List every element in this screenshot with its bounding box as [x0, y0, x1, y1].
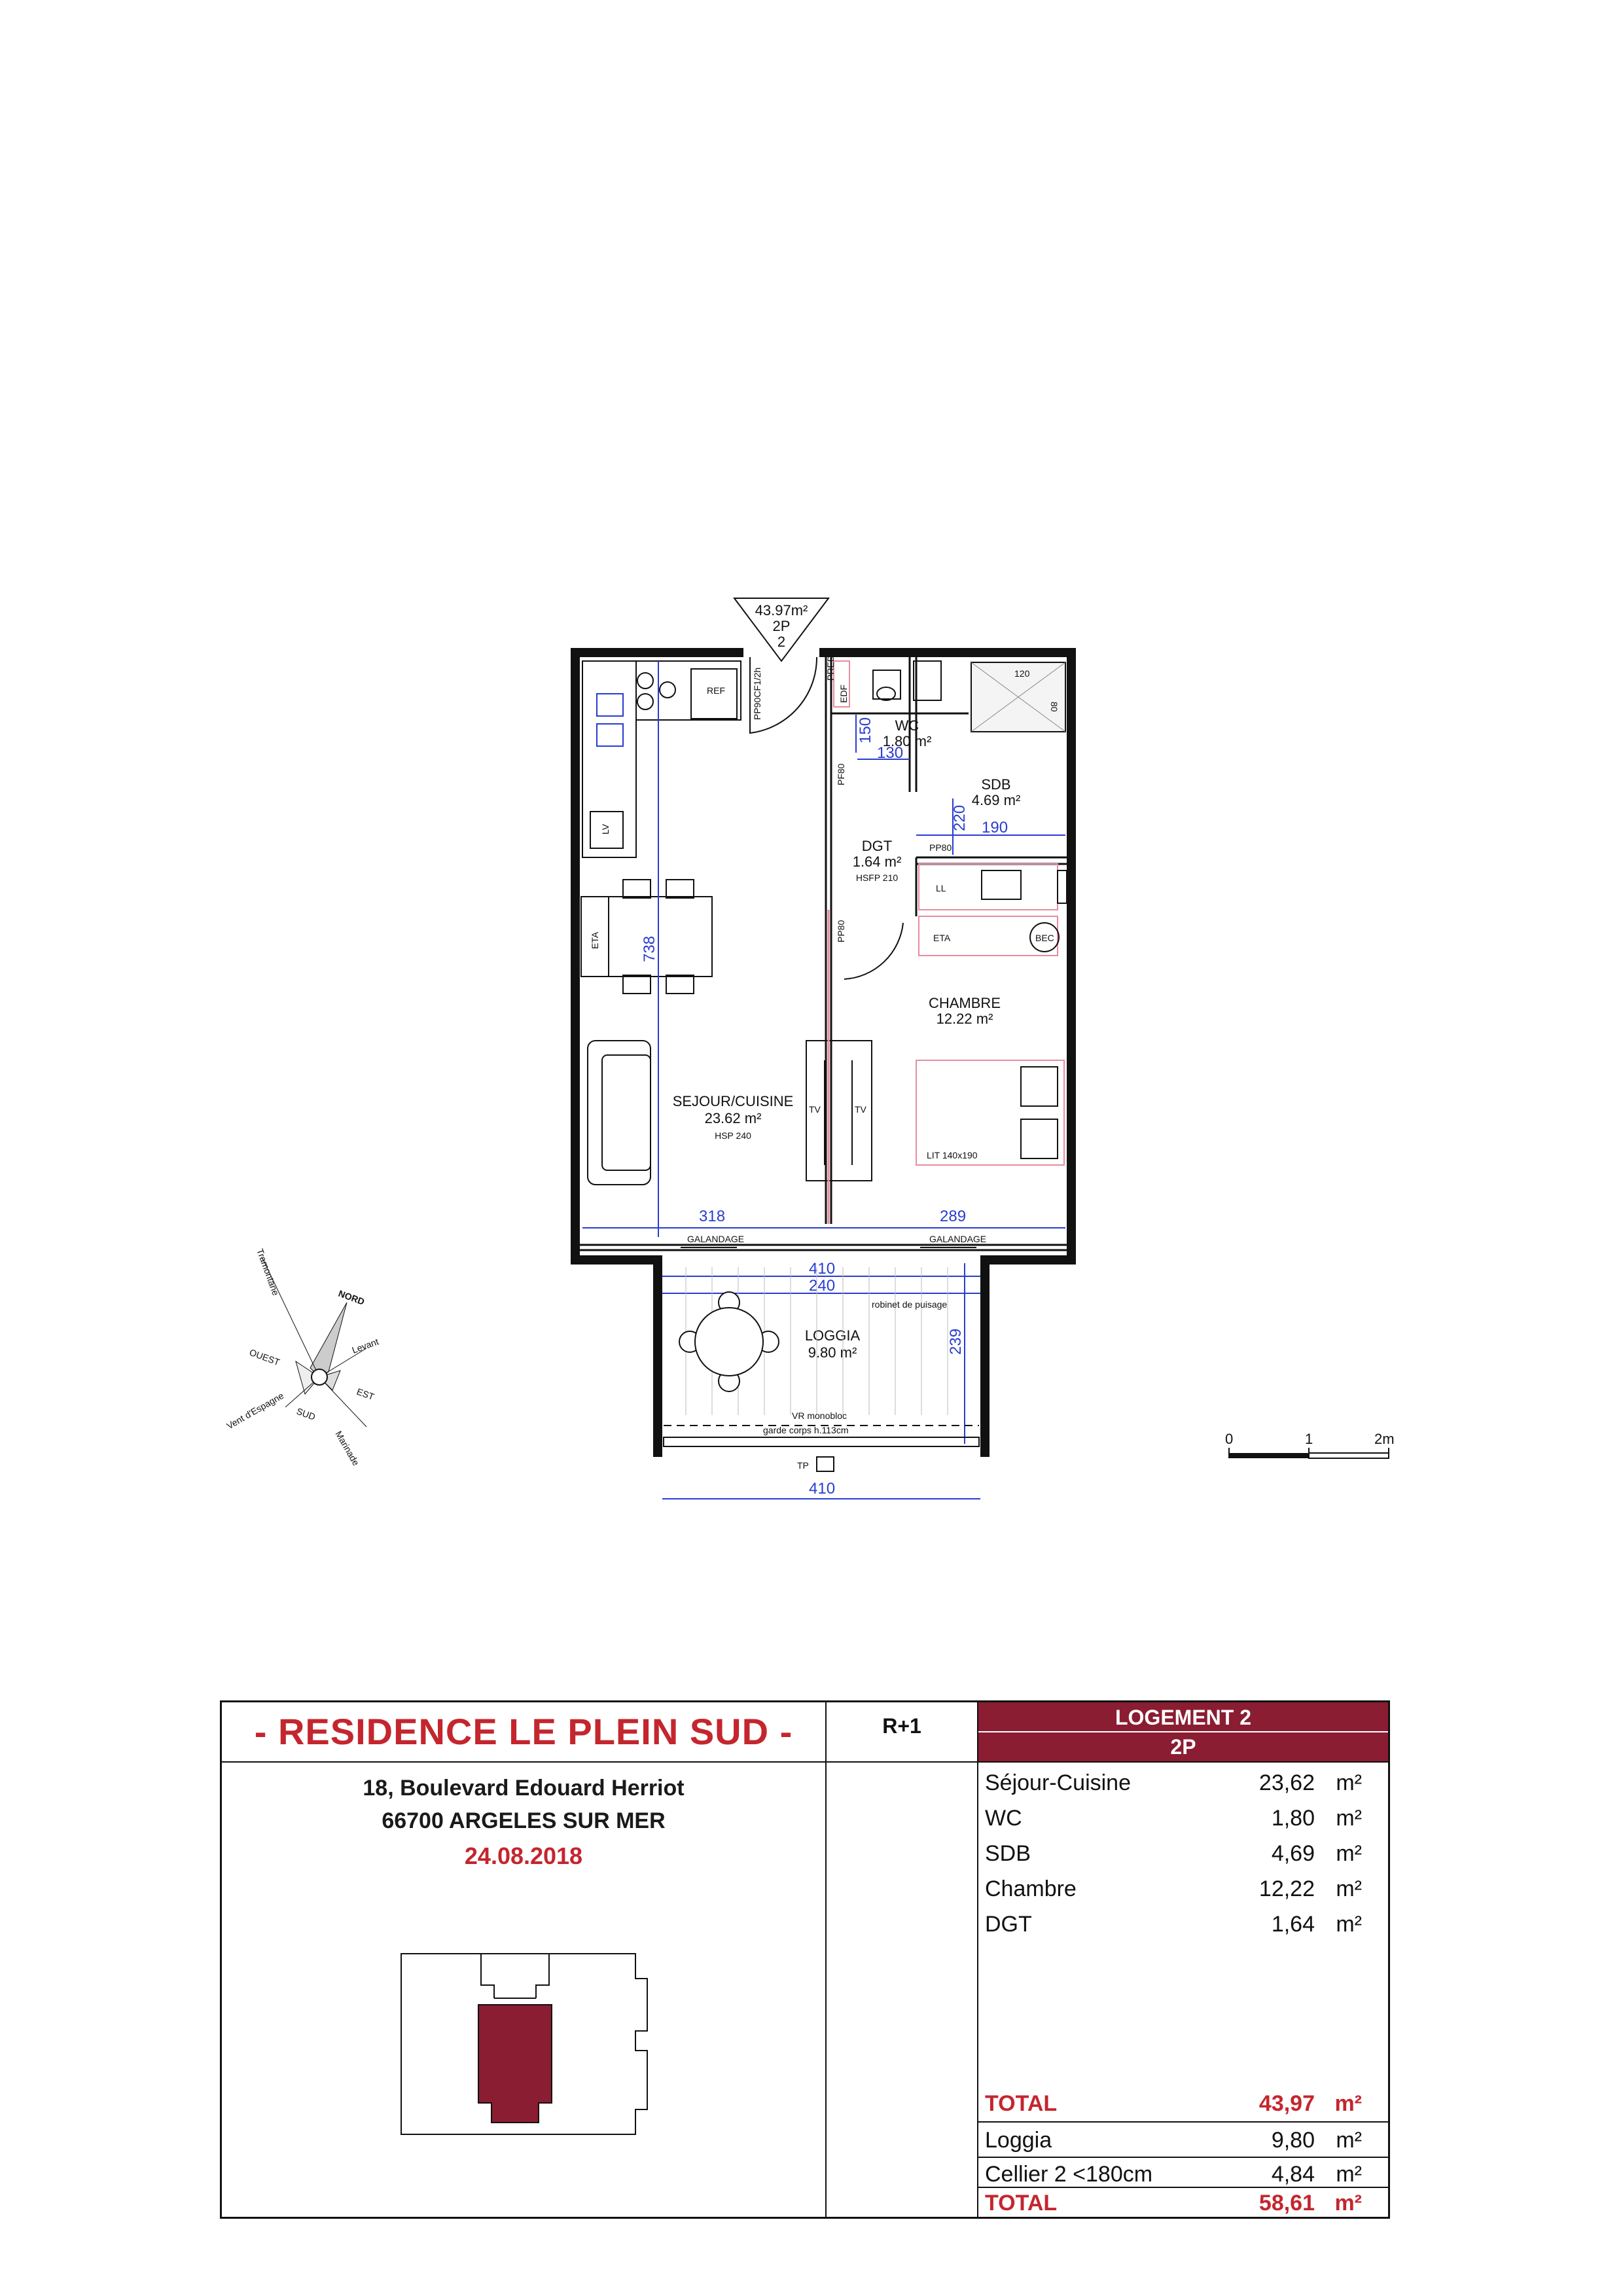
- room-wc-area: 1.80 m²: [882, 733, 932, 749]
- label-galandage1: GALANDAGE: [687, 1234, 745, 1244]
- room-sdb-name: SDB: [981, 776, 1011, 793]
- surface-row: [978, 1907, 1388, 1942]
- dim-150: 150: [857, 717, 874, 744]
- bed: [916, 1060, 1064, 1165]
- title-block: [220, 1700, 1390, 2219]
- surface-value: 12,22: [1258, 1876, 1315, 1901]
- surface-value: 1,64: [1271, 1912, 1315, 1937]
- dim-410a: 410: [809, 1260, 836, 1278]
- compass-levant: Levant: [350, 1336, 380, 1355]
- surface-name: Séjour-Cuisine: [985, 1770, 1131, 1795]
- compass-marinade: Marinade: [333, 1429, 362, 1468]
- room-loggia-area: 9.80 m²: [808, 1344, 857, 1361]
- room-sejour-name: SEJOUR/CUISINE: [672, 1093, 794, 1109]
- scale-1: 1: [1305, 1431, 1313, 1447]
- address-line-1: 18, Boulevard Edouard Herriot: [363, 1776, 685, 1801]
- extra-row: [978, 2123, 1388, 2158]
- compass-sud: SUD: [294, 1405, 317, 1422]
- scale-2m: 2m: [1374, 1431, 1395, 1447]
- surface-row: [978, 1801, 1388, 1836]
- surface-value: 4,69: [1271, 1841, 1315, 1866]
- room-dgt-name: DGT: [861, 838, 893, 854]
- label-pp90cf: PP90CF1/2h: [752, 667, 762, 720]
- level-block: [827, 1702, 978, 2217]
- compass-ouest: OUEST: [247, 1346, 281, 1368]
- total-unit: m²: [1334, 2091, 1362, 2116]
- surface-name: DGT: [985, 1912, 1032, 1937]
- surface-row: [978, 1871, 1388, 1907]
- label-shower-w: 120: [1014, 668, 1030, 679]
- label-bec: BEC: [1035, 933, 1054, 943]
- extra-value: 4,84: [1271, 2162, 1315, 2187]
- label-ref: REF: [707, 685, 725, 696]
- total-unit: m²: [1334, 2191, 1362, 2215]
- dim-130: 130: [877, 744, 904, 762]
- surface-value: 23,62: [1258, 1770, 1315, 1795]
- dim-220: 220: [951, 804, 969, 831]
- surface-table: [978, 1702, 1388, 2217]
- address-line-2: 66700 ARGELES SUR MER: [382, 1808, 666, 1833]
- compass-est: EST: [355, 1386, 376, 1403]
- dim-289: 289: [940, 1208, 967, 1225]
- label-pp80b: PP80: [836, 920, 846, 942]
- dim-318: 318: [699, 1208, 726, 1225]
- dim-190: 190: [982, 819, 1008, 836]
- door-swing-dgt: [844, 923, 903, 979]
- residence-block: [222, 1702, 827, 2217]
- room-sejour-note: HSP 240: [715, 1130, 751, 1141]
- room-wc-name: WC: [895, 717, 919, 734]
- compass-nord: NORD: [336, 1287, 366, 1307]
- divider: [978, 1761, 1388, 1763]
- label-pf80a: PF80: [836, 763, 846, 785]
- wc-fixture: [834, 661, 941, 707]
- label-pp80: PP80: [929, 842, 952, 853]
- room-dgt-area: 1.64 m²: [852, 853, 902, 870]
- unit-tag-area: 43.97m²: [755, 602, 808, 619]
- type-header: 2P: [978, 1732, 1388, 1761]
- loggia-table: [679, 1292, 779, 1391]
- unit-tag-type: 2P: [772, 618, 791, 634]
- label-robinet: robinet de puisage: [872, 1299, 948, 1310]
- room-sdb-area: 4.69 m²: [971, 792, 1021, 808]
- label-galandage2: GALANDAGE: [929, 1234, 987, 1244]
- total-row: [978, 2185, 1388, 2221]
- label-garde: garde corps h.113cm: [763, 1425, 849, 1435]
- surface-row: [978, 1765, 1388, 1801]
- room-dgt-note: HSFP 210: [855, 872, 899, 883]
- label-lit: LIT 140x190: [927, 1150, 978, 1160]
- compass-tramontane: Tramontane: [255, 1247, 281, 1297]
- residence-title: - RESIDENCE LE PLEIN SUD -: [254, 1711, 793, 1752]
- surface-name: WC: [985, 1806, 1022, 1831]
- divider: [827, 1761, 977, 1763]
- room-chambre-name: CHAMBRE: [928, 995, 1001, 1011]
- label-lv: LV: [600, 823, 611, 834]
- dim-240: 240: [809, 1277, 836, 1295]
- garde-corps: [664, 1437, 979, 1446]
- total-name: TOTAL: [985, 2091, 1058, 2116]
- label-ll: LL: [936, 883, 946, 893]
- plan-date: 24.08.2018: [464, 1842, 583, 1869]
- label-edf: EDF: [838, 685, 849, 703]
- dim-738: 738: [641, 935, 658, 962]
- surface-unit: m²: [1336, 1876, 1362, 1901]
- label-vr: VR monobloc: [792, 1410, 847, 1421]
- total-row: [978, 2086, 1388, 2121]
- surface-name: Chambre: [985, 1876, 1077, 1901]
- level-label: R+1: [882, 1714, 921, 1738]
- label-pred: PRED: [825, 655, 836, 681]
- label-eta1: ETA: [590, 931, 600, 949]
- scale-bar: [1229, 1448, 1389, 1458]
- surface-unit: m²: [1336, 1841, 1362, 1866]
- surface-unit: m²: [1336, 1770, 1362, 1795]
- room-loggia-name: LOGGIA: [804, 1327, 861, 1344]
- label-eta2: ETA: [933, 933, 951, 943]
- unit-tag-number: 2: [777, 634, 786, 650]
- label-shower-d: 80: [1049, 702, 1060, 712]
- unit-tag: [734, 598, 829, 661]
- divider: [222, 1761, 825, 1763]
- sofa: [588, 1041, 651, 1185]
- surface-unit: m²: [1336, 1806, 1362, 1831]
- extra-unit: m²: [1336, 2128, 1362, 2153]
- surface-value: 1,80: [1271, 1806, 1315, 1831]
- logement-header: LOGEMENT 2: [978, 1702, 1388, 1732]
- label-tv2: TV: [855, 1104, 866, 1115]
- surface-unit: m²: [1336, 1912, 1362, 1937]
- extra-name: Loggia: [985, 2128, 1052, 2153]
- tp-box: [817, 1457, 834, 1471]
- scale-0: 0: [1225, 1431, 1234, 1447]
- extra-unit: m²: [1336, 2162, 1362, 2187]
- extra-name: Cellier 2 <180cm: [985, 2162, 1153, 2187]
- total-value: 43,97: [1258, 2091, 1315, 2116]
- room-sejour-area: 23.62 m²: [704, 1110, 762, 1126]
- extra-value: 9,80: [1271, 2128, 1315, 2153]
- label-tp: TP: [797, 1460, 809, 1471]
- dim-239: 239: [947, 1328, 965, 1355]
- label-tv1: TV: [809, 1104, 821, 1115]
- total-name: TOTAL: [985, 2191, 1058, 2215]
- room-chambre-area: 12.22 m²: [936, 1011, 993, 1027]
- surface-name: SDB: [985, 1841, 1031, 1866]
- dim-410b: 410: [809, 1480, 836, 1498]
- compass-vent: Vent d'Espagne: [224, 1390, 286, 1431]
- building-key-plan: [400, 1952, 649, 2136]
- total-value: 58,61: [1258, 2191, 1315, 2215]
- surface-row: [978, 1836, 1388, 1871]
